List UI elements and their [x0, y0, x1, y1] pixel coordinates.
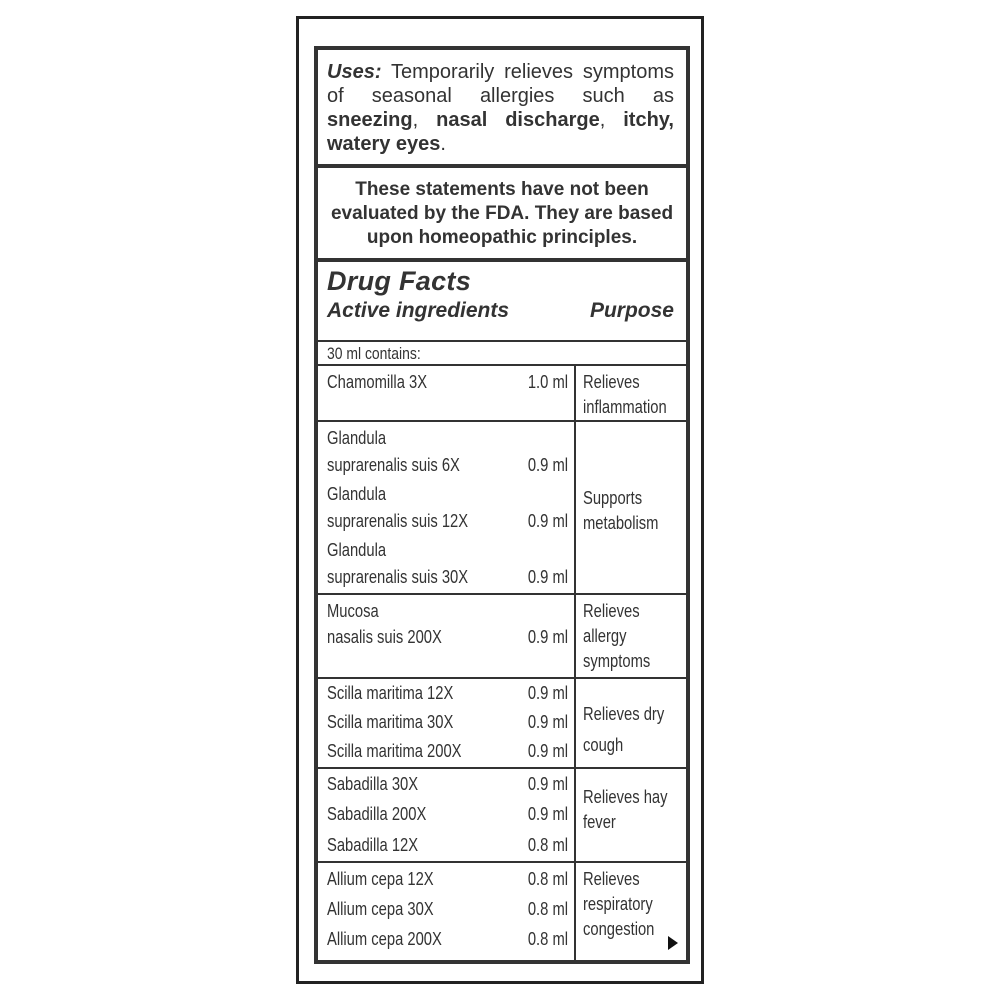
ingredient-amount: 0.8 ml: [527, 835, 568, 855]
ingredient-name: Glandula: [327, 484, 387, 504]
uses-section: [318, 50, 686, 168]
contains-text: 30 ml contains:: [327, 344, 421, 363]
purpose-cell: [576, 679, 686, 767]
drug-label-panel: [296, 16, 704, 984]
ingredient-name: suprarenalis suis 30X: [327, 567, 469, 587]
ingredient-line: [327, 739, 568, 764]
ingredient-name: Allium cepa 30X: [327, 899, 434, 919]
ingredient-amount: 0.8 ml: [527, 929, 568, 949]
ingredient-amount: 0.9 ml: [527, 741, 568, 761]
ingredient-group: [318, 863, 686, 960]
active-ingredients-label: Active ingredients: [327, 299, 510, 322]
symptom-itchy-watery-eyes: itchy, watery eyes: [327, 109, 674, 155]
ingredient-name: nasalis suis 200X: [327, 627, 442, 647]
ingredient-line: [327, 538, 568, 563]
drug-facts-title: Drug Facts: [327, 266, 472, 296]
ingredient-name: Glandula: [327, 540, 387, 560]
ingredient-amount: 0.9 ml: [527, 567, 568, 587]
purpose-cell: [576, 769, 686, 861]
uses-label: Uses:: [327, 61, 382, 83]
ingredient-amount: 0.8 ml: [527, 869, 568, 889]
purpose-label: Purpose: [589, 299, 674, 322]
ingredient-line: [327, 453, 568, 478]
right-triangle-icon: [668, 936, 678, 950]
ingredient-amount: 0.8 ml: [527, 899, 568, 919]
ingredients-cell: [318, 679, 576, 767]
purpose-text: Relieves allergy symptoms: [583, 601, 651, 671]
ingredient-name: Glandula: [327, 428, 387, 448]
fda-statement: These statements have not been evaluated by the FDA. They are based upon homeopathic principles.: [318, 168, 686, 262]
ingredient-line: [327, 802, 568, 827]
symptom-sneezing: sneezing: [327, 109, 413, 131]
uses-end: .: [440, 133, 446, 155]
ingredient-name: Allium cepa 12X: [327, 869, 434, 889]
ingredients-cell: [318, 595, 576, 677]
ingredient-name: Sabadilla 12X: [327, 835, 419, 855]
ingredient-name: Scilla maritima 200X: [327, 741, 462, 761]
ingredient-name: Sabadilla 200X: [327, 804, 427, 824]
ingredient-amount: 0.9 ml: [527, 804, 568, 824]
ingredient-line: [327, 833, 568, 858]
ingredient-name: suprarenalis suis 6X: [327, 455, 460, 475]
ingredient-line: [327, 482, 568, 507]
ingredient-amount: 0.9 ml: [527, 712, 568, 732]
ingredient-name: Scilla maritima 12X: [327, 683, 454, 703]
ingredient-amount: 0.9 ml: [527, 774, 568, 794]
purpose-text: Relieves inflammation: [583, 372, 667, 417]
ingredient-group: [318, 366, 686, 422]
ingredient-name: Sabadilla 30X: [327, 774, 419, 794]
ingredient-line: [327, 710, 568, 735]
ingredient-name: Mucosa: [327, 601, 379, 621]
ingredient-name: suprarenalis suis 12X: [327, 511, 469, 531]
ingredient-group: [318, 679, 686, 769]
drug-facts-header: [318, 262, 686, 342]
ingredient-amount: 0.9 ml: [527, 683, 568, 703]
uses-separator: ,: [599, 109, 624, 131]
ingredient-line: [327, 599, 568, 624]
ingredient-line: [327, 426, 568, 451]
ingredient-line: [327, 370, 568, 395]
ingredients-cell: [318, 422, 576, 593]
ingredient-group: [318, 769, 686, 863]
drug-facts-subheader: [327, 296, 676, 326]
ingredient-name: Allium cepa 200X: [327, 929, 442, 949]
symptom-nasal-discharge: nasal discharge: [436, 109, 600, 131]
contains-row: [318, 342, 686, 366]
ingredient-line: [327, 681, 568, 706]
ingredient-name: Scilla maritima 30X: [327, 712, 454, 732]
ingredients-cell: [318, 769, 576, 861]
ingredients-table: [318, 366, 686, 960]
ingredients-cell: [318, 863, 576, 960]
purpose-text: Supports metabolism: [583, 488, 659, 533]
ingredient-line: [327, 565, 568, 590]
purpose-text: Relieves respiratory congestion: [583, 869, 655, 939]
purpose-cell: [576, 595, 686, 677]
ingredient-line: [327, 897, 568, 922]
ingredient-line: [327, 772, 568, 797]
ingredient-amount: 1.0 ml: [527, 372, 568, 392]
ingredient-line: [327, 867, 568, 892]
ingredient-amount: 0.9 ml: [527, 511, 568, 531]
uses-text: Temporarily relieves symptoms of seasonal allergies such as: [327, 61, 674, 107]
ingredient-amount: 0.9 ml: [527, 627, 568, 647]
purpose-cell: [576, 422, 686, 593]
ingredient-amount: 0.9 ml: [527, 455, 568, 475]
ingredient-name: Chamomilla 3X: [327, 372, 428, 392]
drug-facts-frame: [314, 46, 690, 964]
ingredient-group: [318, 422, 686, 595]
ingredient-line: [327, 927, 568, 952]
ingredient-line: [327, 625, 568, 650]
ingredients-cell: [318, 366, 576, 420]
purpose-cell: [576, 366, 686, 420]
ingredient-line: [327, 509, 568, 534]
uses-separator: ,: [412, 109, 437, 131]
purpose-text: Relieves hay fever: [583, 787, 668, 832]
purpose-text: Relieves dry cough: [583, 704, 665, 755]
ingredient-group: [318, 595, 686, 679]
